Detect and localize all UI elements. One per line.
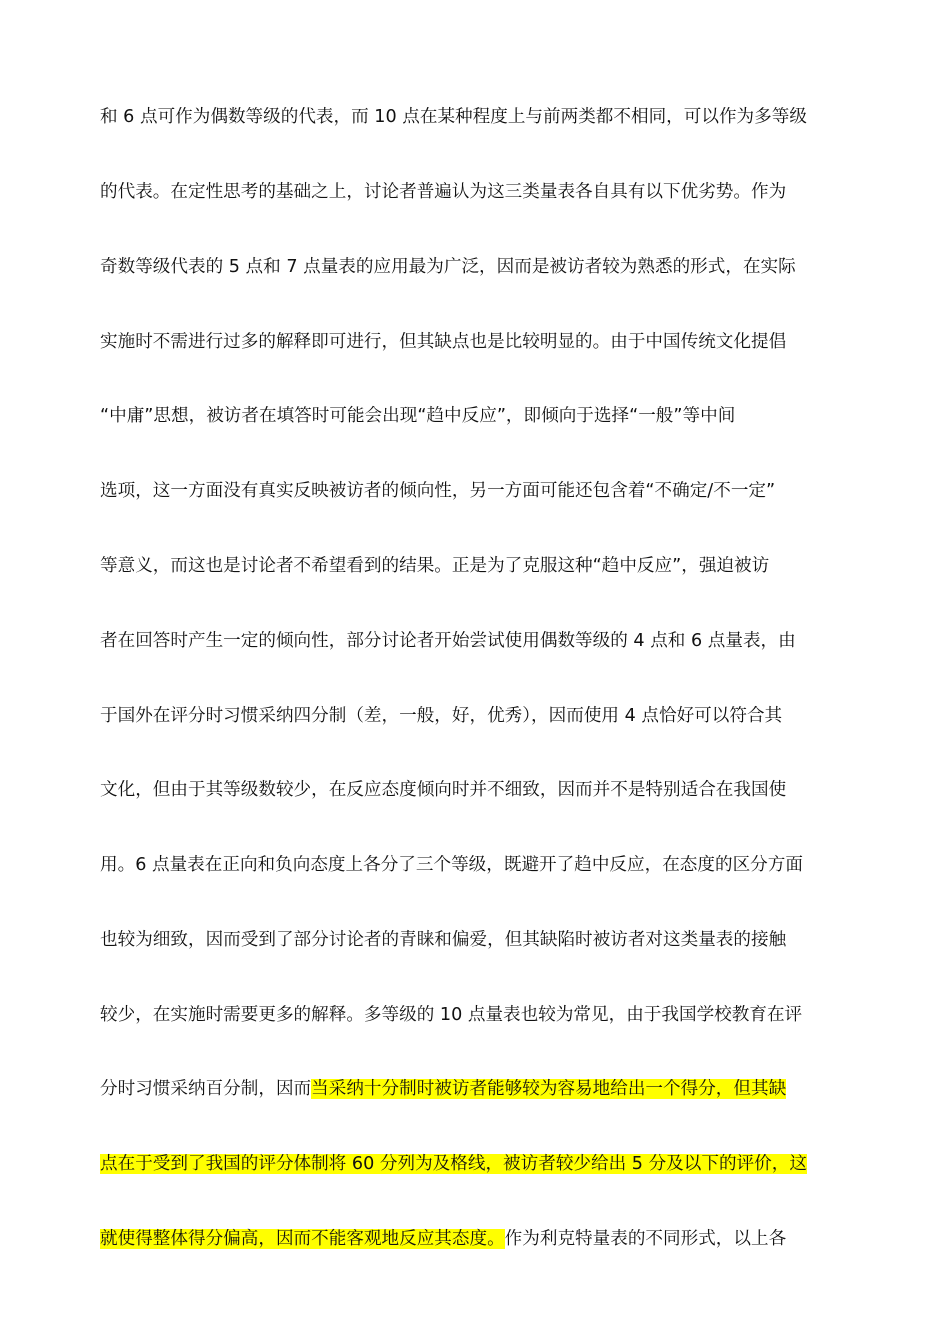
text-span: 用。6 点量表在正向和负向态度上各分了三个等级，既避开了趋中反应，在态度的区分方面: [100, 855, 803, 875]
text-line-3: [100, 254, 796, 280]
text-span: 实施时不需进行过多的解释即可进行，但其缺点也是比较明显的。由于中国传统文化提倡: [100, 332, 787, 352]
text-line-7: [100, 553, 769, 579]
text-line-1: [100, 104, 807, 130]
text-line-15: [100, 1151, 807, 1177]
text-span: 作为利克特量表的不同形式，以上各: [504, 1229, 787, 1249]
text-line-11: [100, 852, 803, 878]
text-line-8: [100, 628, 796, 654]
text-line-9: [100, 703, 782, 729]
text-span: 于国外在评分时习惯采纳四分制（差，一般，好，优秀），因而使用 4 点恰好可以符合其: [100, 706, 783, 726]
text-line-5: [100, 403, 735, 429]
text-span: 较少，在实施时需要更多的解释。多等级的 10 点量表也较为常见，由于我国学校教育在评: [100, 1005, 803, 1025]
text-line-2: [100, 179, 786, 205]
text-span: 奇数等级代表的 5 点和 7 点量表的应用最为广泛，因而是被访者较为熟悉的形式，在实际: [100, 257, 796, 277]
text-span: 和 6 点可作为偶数等级的代表，而 10 点在某种程度上与前两类都不相同，可以作为多等级: [100, 107, 807, 127]
text-line-13: [100, 1002, 802, 1028]
text-line-10: [100, 777, 786, 803]
text-span: 分时习惯采纳百分制，因而: [100, 1079, 312, 1099]
text-line-16: [100, 1226, 786, 1252]
text-line-12: [100, 927, 786, 953]
text-span: 的代表。在定性思考的基础之上，讨论者普遍认为这三类量表各自具有以下优劣势。作为: [100, 182, 787, 202]
text-span: 也较为细致，因而受到了部分讨论者的青睐和偏爱，但其缺陷时被访者对这类量表的接触: [100, 930, 787, 950]
text-span: 文化，但由于其等级数较少，在反应态度倾向时并不细致，因而并不是特别适合在我国使: [100, 780, 787, 800]
text-span: 者在回答时产生一定的倾向性，部分讨论者开始尝试使用偶数等级的 4 点和 6 点量表，由: [100, 631, 796, 651]
text-span: 选项，这一方面没有真实反映被访者的倾向性，另一方面可能还包含着“不确定/不一定”: [100, 481, 776, 501]
text-line-4: [100, 329, 786, 355]
text-span: 等意义，而这也是讨论者不希望看到的结果。正是为了克服这种“趋中反应”，强迫被访: [100, 556, 770, 576]
text-span: “中庸”思想，被访者在填答时可能会出现“趋中反应”，即倾向于选择“一般”等中间: [100, 406, 736, 426]
highlighted-text: 点在于受到了我国的评分体制将 60 分列为及格线，被访者较少给出 5 分及以下的评价，这: [100, 1154, 807, 1174]
text-line-6: [100, 478, 775, 504]
text-line-14: [100, 1076, 786, 1102]
highlighted-text: 就使得整体得分偏高，因而不能客观地反应其态度。: [100, 1229, 505, 1249]
highlighted-text: 当采纳十分制时被访者能够较为容易地给出一个得分，但其缺: [311, 1079, 787, 1099]
